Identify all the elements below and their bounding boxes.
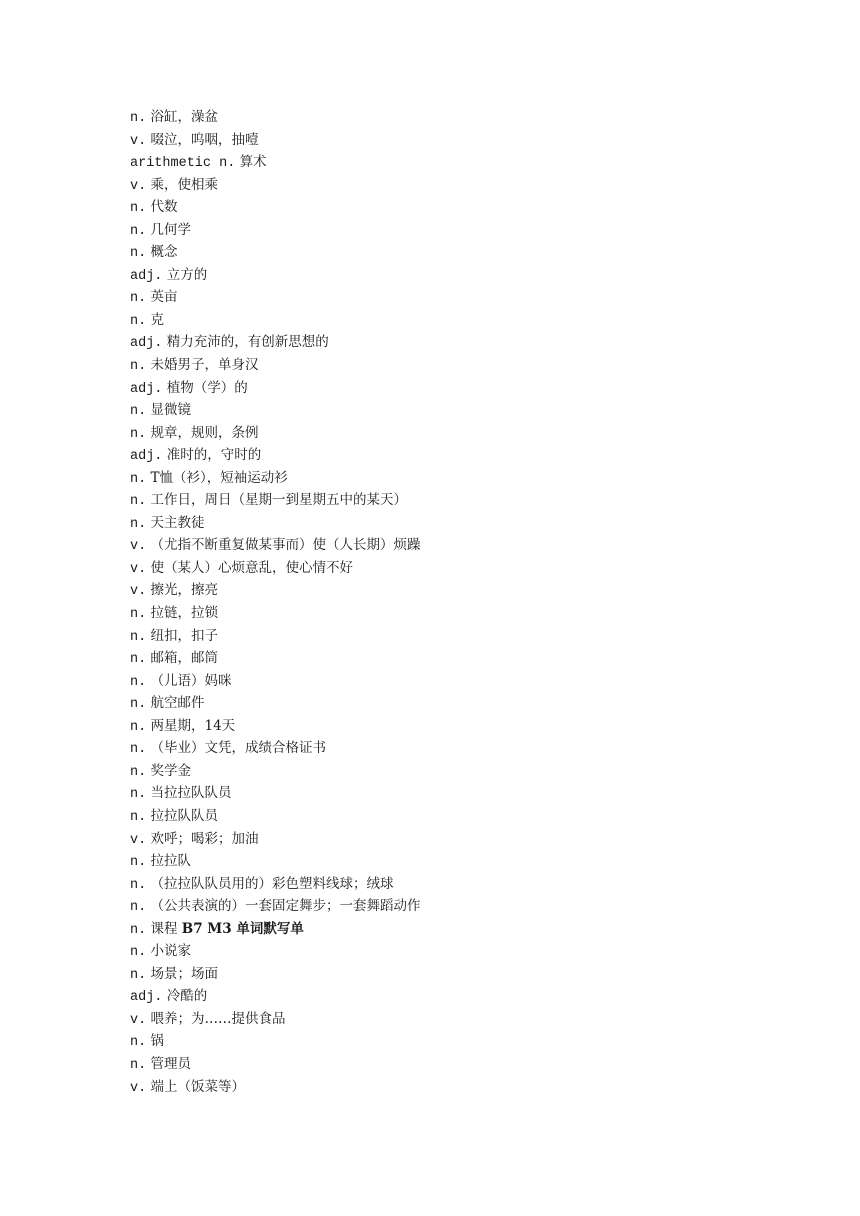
part-of-speech: n.	[130, 629, 147, 645]
meaning: 两星期，14天	[150, 717, 236, 734]
meaning: 拉拉队队员	[150, 807, 218, 824]
part-of-speech: n.	[130, 855, 147, 871]
vocab-entry	[130, 422, 421, 445]
part-of-speech: n.	[130, 922, 147, 938]
part-of-speech: v.	[130, 1080, 147, 1096]
vocab-entry	[130, 309, 421, 332]
part-of-speech: n.	[130, 404, 147, 420]
part-of-speech: n.	[130, 764, 147, 780]
meaning: 未婚男子，单身汉	[150, 357, 259, 374]
meaning: （儿语）妈咪	[150, 672, 232, 689]
vocab-entry	[130, 873, 421, 896]
meaning: 拉链，拉锁	[150, 605, 218, 622]
part-of-speech: n.	[130, 516, 147, 532]
part-of-speech: n.	[130, 674, 147, 690]
vocab-entry	[130, 850, 421, 873]
part-of-speech: adj.	[130, 268, 163, 284]
vocab-entry	[130, 512, 421, 535]
part-of-speech: n.	[130, 471, 147, 487]
part-of-speech: n.	[130, 426, 147, 442]
meaning: T恤（衫），短袖运动衫	[150, 469, 288, 486]
part-of-speech: adj.	[130, 990, 163, 1006]
vocab-entry	[130, 444, 421, 467]
meaning: 显微镜	[150, 402, 191, 419]
vocab-entry	[130, 828, 421, 851]
vocab-entry	[130, 918, 421, 941]
vocab-entry	[130, 1076, 421, 1099]
meaning: 冷酷的	[166, 988, 208, 1005]
meaning: 奖学金	[150, 762, 191, 779]
vocab-entry	[130, 241, 421, 264]
vocab-entry	[130, 489, 421, 512]
meaning: 概念	[150, 244, 178, 261]
part-of-speech: n.	[130, 742, 147, 758]
part-of-speech: n.	[130, 359, 147, 375]
meaning: 啜泣，呜咽，抽噎	[150, 131, 259, 148]
meaning: 端上（饭菜等）	[150, 1078, 245, 1095]
vocab-entry	[130, 106, 421, 129]
part-of-speech: n.	[130, 494, 147, 510]
vocab-entry	[130, 354, 421, 377]
vocab-entry	[130, 331, 421, 354]
vocab-entry	[130, 1030, 421, 1053]
meaning: 当拉拉队队员	[150, 785, 232, 802]
vocab-entry	[130, 534, 421, 557]
vocab-entry	[130, 196, 421, 219]
part-of-speech: n.	[130, 809, 147, 825]
vocab-entry	[130, 647, 421, 670]
vocab-entry	[130, 963, 421, 986]
vocab-entry	[130, 895, 421, 918]
part-of-speech: n.	[130, 787, 147, 803]
part-of-speech: n.	[130, 313, 147, 329]
part-of-speech: n.	[130, 223, 147, 239]
vocab-entry	[130, 467, 421, 490]
vocab-entry	[130, 174, 421, 197]
meaning: 精力充沛的，有创新思想的	[166, 334, 329, 351]
meaning: 天主教徒	[150, 514, 205, 531]
part-of-speech: n.	[130, 111, 147, 126]
meaning: 使（某人）心烦意乱，使心情不好	[150, 559, 353, 576]
part-of-speech: v.	[130, 832, 147, 848]
part-of-speech: n.	[130, 719, 147, 735]
meaning: 锅	[150, 1033, 164, 1050]
part-of-speech: n.	[130, 877, 147, 893]
vocab-entry	[130, 399, 421, 422]
meaning: 立方的	[166, 266, 208, 283]
meaning: 航空邮件	[150, 695, 205, 712]
vocab-entry	[130, 1053, 421, 1076]
part-of-speech: adj.	[130, 449, 163, 465]
part-of-speech: arithmetic n.	[130, 156, 236, 172]
vocab-entry	[130, 625, 421, 648]
meaning: 代数	[150, 199, 178, 216]
vocab-entry	[130, 286, 421, 309]
vocab-entry	[130, 805, 421, 828]
vocab-entry	[130, 715, 421, 738]
vocabulary-list	[130, 106, 421, 1098]
part-of-speech: n.	[130, 697, 147, 713]
meaning: 乘，使相乘	[150, 176, 218, 193]
part-of-speech: v.	[130, 584, 147, 600]
vocab-entry	[130, 602, 421, 625]
meaning: 邮箱，邮筒	[150, 650, 218, 667]
vocab-entry	[130, 129, 421, 152]
part-of-speech: v.	[130, 1012, 147, 1028]
part-of-speech: n.	[130, 945, 147, 961]
meaning: 擦光，擦亮	[150, 582, 218, 599]
vocab-entry	[130, 264, 421, 287]
meaning: 场景；场面	[150, 965, 218, 982]
meaning: 英亩	[150, 289, 178, 306]
meaning: 算术	[239, 154, 267, 171]
meaning: （尤指不断重复做某事而）使（人长期）烦躁	[150, 537, 421, 554]
part-of-speech: n.	[130, 201, 147, 217]
meaning: 喂养；为……提供食品	[150, 1010, 286, 1027]
part-of-speech: n.	[130, 1035, 147, 1051]
part-of-speech: n.	[130, 1057, 147, 1073]
part-of-speech: n.	[130, 291, 147, 307]
meaning: 准时的，守时的	[166, 447, 262, 464]
vocab-entry	[130, 377, 421, 400]
meaning: （拉拉队队员用的）彩色塑料线球；绒球	[150, 875, 394, 892]
vocab-entry	[130, 557, 421, 580]
meaning: 工作日，周日（星期一到星期五中的某天）	[150, 492, 407, 509]
meaning: 规章，规则，条例	[150, 424, 259, 441]
meaning: 几何学	[150, 221, 191, 238]
vocab-entry	[130, 692, 421, 715]
meaning: 小说家	[150, 943, 191, 960]
meaning: 欢呼；喝彩；加油	[150, 830, 259, 847]
vocab-entry	[130, 1008, 421, 1031]
vocab-entry	[130, 760, 421, 783]
part-of-speech: v.	[130, 561, 147, 577]
part-of-speech: adj.	[130, 336, 163, 352]
worksheet-title: B7 M3 单词默写单	[181, 920, 304, 937]
vocab-entry	[130, 985, 421, 1008]
meaning: 管理员	[150, 1055, 191, 1072]
part-of-speech: n.	[130, 607, 147, 623]
vocab-entry	[130, 737, 421, 760]
part-of-speech: v.	[130, 539, 147, 555]
vocab-entry	[130, 219, 421, 242]
meaning: 课程	[150, 920, 178, 937]
vocab-entry	[130, 940, 421, 963]
part-of-speech: v.	[130, 178, 147, 194]
vocab-entry	[130, 670, 421, 693]
vocab-entry	[130, 579, 421, 602]
part-of-speech: n.	[130, 967, 147, 983]
part-of-speech: n.	[130, 652, 147, 668]
part-of-speech: n.	[130, 246, 147, 262]
part-of-speech: v.	[130, 133, 147, 149]
vocab-entry	[130, 151, 421, 174]
part-of-speech: n.	[130, 900, 147, 916]
meaning: 植物（学）的	[166, 379, 248, 396]
vocab-entry	[130, 782, 421, 805]
meaning: （毕业）文凭，成绩合格证书	[150, 740, 326, 757]
meaning: （公共表演的）一套固定舞步；一套舞蹈动作	[150, 898, 421, 915]
meaning: 克	[150, 311, 164, 328]
meaning: 纽扣，扣子	[150, 627, 218, 644]
meaning: 浴缸，澡盆	[150, 109, 218, 125]
part-of-speech: adj.	[130, 381, 163, 397]
meaning: 拉拉队	[150, 853, 191, 870]
